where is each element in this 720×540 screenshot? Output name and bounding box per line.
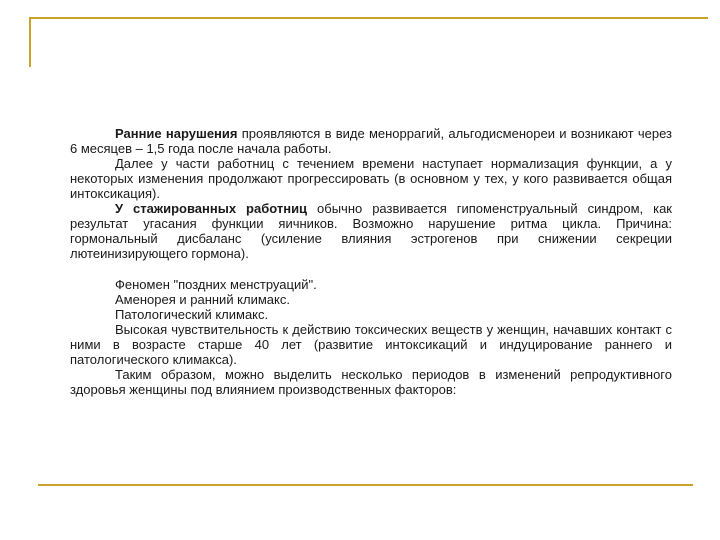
early-disorders-heading: Ранние нарушения [115,126,238,141]
experienced-workers-heading: У стажированных работниц [115,201,308,216]
paragraph-late-menstruation: Феномен "поздних менструаций". [115,277,317,292]
paragraph-pathological-climax: Патологический климакс. [115,307,269,322]
paragraph-early-disorders [70,126,672,156]
slide-body [70,126,672,397]
paragraph-normalization: Далее у части работниц с течением времени наступает нормализация функции, а у некоторых изменения продолжают прогрессировать (в основном у тех, у кого развивается общая интоксикация). [70,156,672,201]
experienced-workers-text: обычно развивается гипоменструальный синдром, как результат угасания функции яичников. Возможно нарушение ритма цикла. Причина: гормональный дисбаланс (усиление влияния эстрогенов при снижении секреции лютеинизирующего гормона). [70,201,672,261]
frame-left-line [29,17,31,67]
frame-bottom-line [38,484,693,486]
early-disorders-text: проявляются в виде меноррагий, альгодисменореи и возникают через 6 месяцев – 1,5 года после начала работы. [70,126,672,156]
paragraph-experienced-workers [70,201,672,261]
frame-top-line [29,17,708,19]
paragraph-amenorrhea: Аменорея и ранний климакс. [115,292,290,307]
paragraph-sensitivity: Высокая чувствительность к действию токсических веществ у женщин, начавших контакт с ними в возрасте старше 40 лет (развитие интоксикаций и индуцирование раннего и патологического климакса). [70,322,672,367]
paragraph-conclusion: Таким образом, можно выделить несколько периодов в изменений репродуктивного здоровья женщины под влиянием производственных факторов: [70,367,672,397]
paragraph-gap [70,261,672,277]
